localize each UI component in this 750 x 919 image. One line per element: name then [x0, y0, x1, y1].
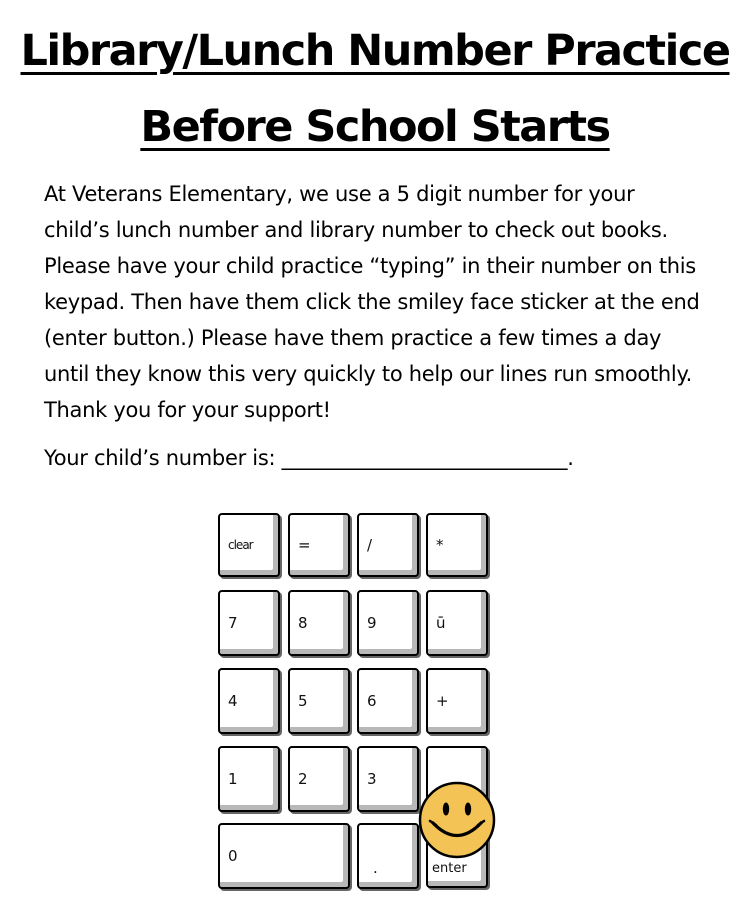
key-label: +	[436, 692, 449, 710]
key-2[interactable]	[288, 746, 350, 812]
instructions-line: Thank you for your support!	[44, 398, 331, 422]
key-plus[interactable]	[426, 668, 488, 734]
key-label: ū	[436, 614, 446, 632]
key-label: 5	[298, 692, 308, 710]
key-label: clear	[228, 538, 253, 552]
key-0[interactable]	[218, 823, 350, 889]
key-label: 2	[298, 770, 308, 788]
key-5[interactable]	[288, 668, 350, 734]
instructions-line: (enter button.) Please have them practice a few times a day	[44, 326, 662, 350]
key-multiply[interactable]	[426, 513, 488, 577]
smiley-face-icon[interactable]	[417, 780, 497, 860]
key-decimal[interactable]	[357, 823, 419, 889]
key-label: 8	[298, 614, 308, 632]
smiley-face-circle	[420, 783, 494, 857]
instructions-line: child’s lunch number and library number to check out books.	[44, 218, 668, 242]
key-label: 1	[228, 770, 238, 788]
key-label: /	[367, 536, 373, 554]
key-1[interactable]	[218, 746, 280, 812]
key-6[interactable]	[357, 668, 419, 734]
key-equals[interactable]	[288, 513, 350, 577]
key-label: 9	[367, 614, 377, 632]
key-divide[interactable]	[357, 513, 419, 577]
key-label: .	[373, 859, 378, 877]
key-label: 4	[228, 692, 238, 710]
smiley-left-eye	[443, 803, 449, 816]
key-label: 7	[228, 614, 238, 632]
instructions-line: Please have your child practice “typing” in their number on this	[44, 254, 696, 278]
page-title: Library/Lunch Number Practice	[20, 26, 730, 76]
instructions-line: At Veterans Elementary, we use a 5 digit number for your	[44, 182, 635, 206]
instructions-line: until they know this very quickly to help our lines run smoothly.	[44, 362, 692, 386]
key-label: 0	[228, 847, 238, 865]
key-9[interactable]	[357, 590, 419, 656]
key-clear[interactable]	[218, 513, 280, 577]
instructions-line: keypad. Then have them click the smiley face sticker at the end	[44, 290, 700, 314]
child-number-prompt: Your child’s number is: ____________________________.	[44, 446, 574, 470]
key-minus[interactable]	[426, 590, 488, 656]
smiley-right-eye	[465, 803, 471, 816]
key-label: 6	[367, 692, 377, 710]
page-subtitle: Before School Starts	[140, 102, 610, 152]
key-8[interactable]	[288, 590, 350, 656]
key-label: enter	[432, 861, 467, 876]
key-label: 3	[367, 770, 377, 788]
key-4[interactable]	[218, 668, 280, 734]
key-label: *	[436, 536, 444, 554]
instructions-paragraph	[44, 176, 734, 428]
key-3[interactable]	[357, 746, 419, 812]
key-label: =	[298, 536, 311, 554]
key-7[interactable]	[218, 590, 280, 656]
